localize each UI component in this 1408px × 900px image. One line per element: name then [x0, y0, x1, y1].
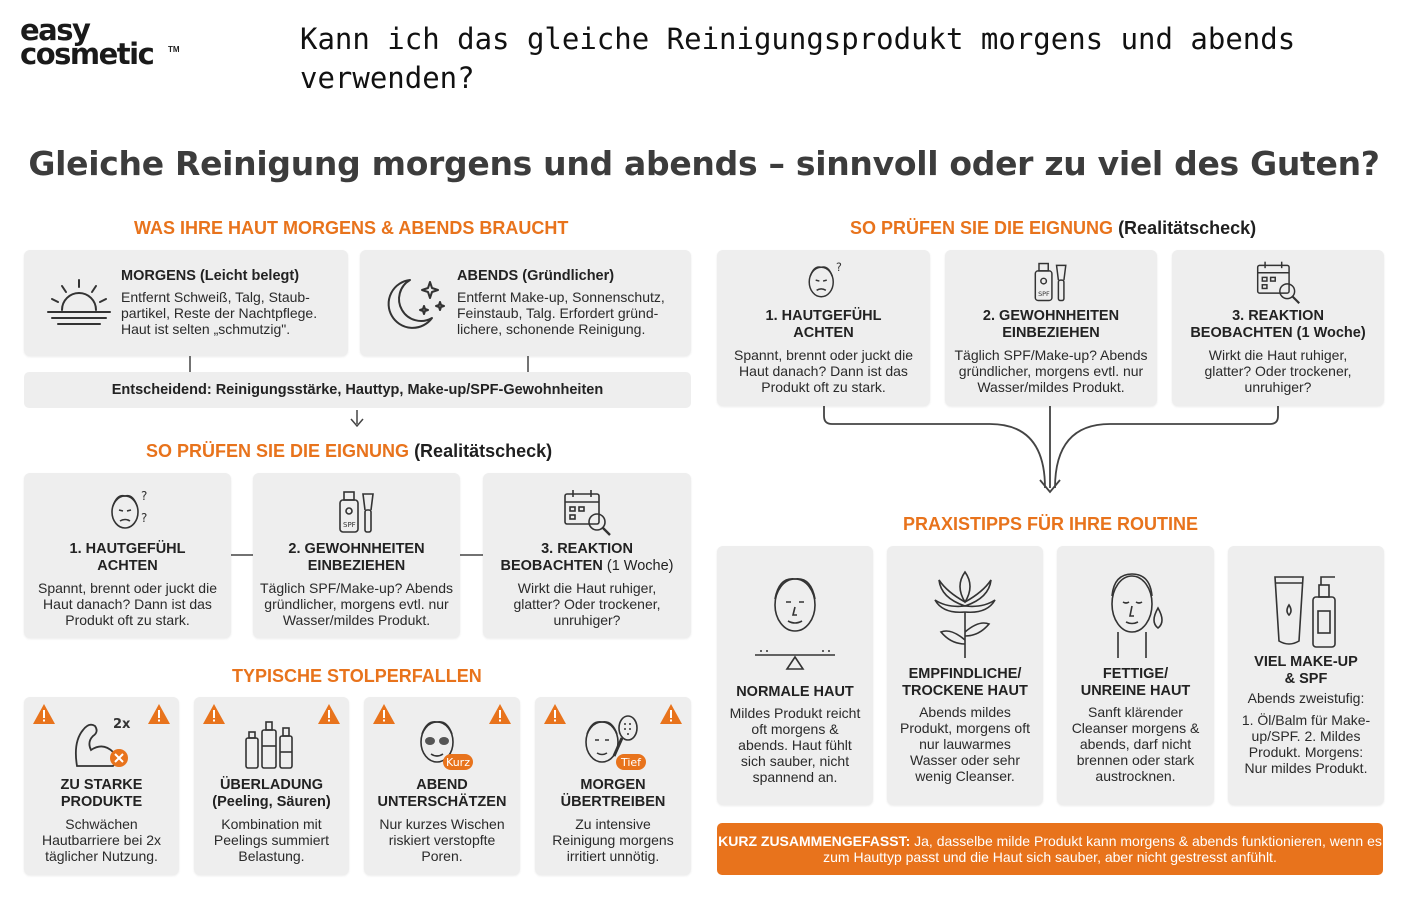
check-left-1-body: Spannt, brennt oder juckt die Haut danach? Dann ist das Produkt oft zu stark.	[37, 580, 217, 628]
summary-lead: KURZ ZUSAMMENGEFASST:	[718, 833, 911, 849]
evening-body: Entfernt Make-up, Sonnenschutz, Feinstaub, Talg. Erfordert gründ-lichere, schonende Reinigung.	[457, 289, 665, 337]
morning-title: MORGENS (Leicht belegt)	[121, 268, 300, 284]
check-left-3-title2-line	[483, 558, 691, 575]
pitfall-1-title2: PRODUKTE	[60, 794, 143, 810]
evening-card	[360, 250, 691, 356]
check-card-right-3	[1172, 250, 1384, 406]
svg-text:?: ?	[140, 489, 147, 503]
svg-text:?: ?	[140, 511, 147, 525]
needs-heading: WAS IHRE HAUT MORGENS & ABENDS BRAUCHT	[134, 218, 569, 238]
pitfall-card-3	[364, 697, 520, 875]
pitfall-2-body: Kombination mit Peelings summiert Belastung.	[213, 816, 330, 864]
sunrise-icon	[44, 272, 114, 332]
warning-icon	[659, 703, 683, 725]
check-card-right-1	[717, 250, 930, 406]
check-right-1-title2: ACHTEN	[793, 325, 854, 341]
pitfall-3-title1: ABEND	[416, 777, 468, 793]
arm-x-icon	[69, 712, 135, 772]
summary-banner	[717, 823, 1383, 875]
check-left-2-title2: EINBEZIEHEN	[307, 558, 406, 574]
pitfall-1-body: Schwächen Hautbarriere bei 2x täglicher Nutzung.	[41, 816, 162, 864]
check-right-3-title1: 3. REAKTION	[1232, 308, 1324, 324]
pitfall-4-title1: MORGEN	[580, 777, 646, 793]
check-left-1-title2: ACHTEN	[97, 558, 158, 574]
pitfall-card-1	[24, 697, 179, 875]
pitfall-1-title1: ZU STARKE	[60, 777, 143, 793]
tip-1-title1: NORMALE HAUT	[736, 684, 854, 700]
spf-brush-icon	[1026, 258, 1076, 306]
spf-brush-icon	[332, 486, 382, 538]
tip-card-4	[1228, 546, 1384, 805]
check-card-left-1	[24, 473, 231, 638]
morning-body: Entfernt Schweiß, Talg, Staub-partikel, Reste der Nachtpflege. Haut ist selten „schmutzig".	[121, 289, 318, 337]
pitfalls-heading: TYPISCHE STOLPERFALLEN	[232, 666, 482, 686]
summary-text: Ja, dasselbe milde Produkt kann morgens & abends funktionieren, wenn es zum Hauttyp passt und die Haut sich sauber, aber nicht gestresst anfühlt.	[823, 833, 1382, 865]
warning-icon	[202, 703, 226, 725]
check-right-3-title2-line	[1172, 325, 1384, 342]
svg-text:SPF: SPF	[342, 521, 356, 529]
check-right-2-title1: 2. GEWOHNHEITEN	[982, 308, 1120, 324]
check-right-1-body: Spannt, brennt oder juckt die Haut danach? Dann ist das Produkt oft zu stark.	[733, 347, 913, 395]
face-question-icon	[103, 486, 153, 538]
check-left-1-title1: 1. HAUTGEFÜHL	[69, 541, 186, 557]
warning-icon	[317, 703, 341, 725]
brand-line2: cosmetic	[20, 37, 154, 71]
check-heading-left-main: SO PRÜFEN SIE DIE EIGNUNG	[146, 441, 410, 461]
check-left-3-title2-suffix: (1 Woche)	[606, 558, 674, 574]
face-balance-icon	[753, 565, 837, 675]
pitfall-card-4	[535, 697, 691, 875]
tip-3-body: Sanft klärender Cleanser morgens & abends, darf nicht brennen oder stark austrocknen.	[1071, 704, 1200, 784]
check-left-2-title1: 2. GEWOHNHEITEN	[288, 541, 425, 557]
pitfall-2-title2: (Peeling, Säuren)	[212, 794, 331, 810]
check-card-left-2	[253, 473, 460, 638]
calendar-magnifier-icon	[1252, 258, 1304, 306]
warning-icon	[32, 703, 56, 725]
tip-2-body: Abends mildes Produkt, morgens oft nur lauwarmes Wasser oder sehr wenig Cleanser.	[900, 704, 1030, 784]
moon-stars-icon	[380, 272, 450, 332]
flower-icon	[927, 562, 1003, 662]
tube-pump-icon	[1269, 571, 1343, 651]
tip-4-body: 1. Öl/Balm für Make-up/SPF. 2. Mildes Produkt. Morgens: Nur mildes Produkt.	[1241, 712, 1371, 776]
tip-card-1	[717, 546, 873, 805]
check-heading-left-suffix: (Realitätscheck)	[414, 441, 553, 461]
warning-icon	[147, 703, 171, 725]
check-heading-right	[850, 218, 1256, 239]
brand-logo	[20, 13, 190, 71]
infographic-title: Gleiche Reinigung morgens und abends – sinnvoll oder zu viel des Guten?	[28, 144, 1380, 183]
warning-icon	[372, 703, 396, 725]
face-drop-icon	[1096, 562, 1176, 662]
check-left-3-body: Wirkt die Haut ruhiger, glatter? Oder trockener, unruhiger?	[513, 580, 661, 628]
morning-card	[24, 250, 348, 356]
check-heading-right-main: SO PRÜFEN SIE DIE EIGNUNG	[850, 218, 1114, 238]
svg-text:SPF: SPF	[1038, 289, 1050, 298]
pitfall-card-2	[194, 697, 349, 875]
check-right-3-body: Wirkt die Haut ruhiger, glatter? Oder trockener, unruhiger?	[1204, 347, 1352, 395]
face-makeup-icon	[409, 712, 475, 772]
tip-card-2	[887, 546, 1043, 805]
badge-tief: Tief	[620, 756, 642, 769]
decisive-bar: Entscheidend: Reinigungsstärke, Hauttyp, Make-up/SPF-Gewohnheiten	[24, 372, 691, 408]
warning-icon	[543, 703, 567, 725]
pitfall-4-body: Zu intensive Reinigung morgens irritiert unnötig.	[552, 816, 674, 864]
pitfall-3-title2: UNTERSCHÄTZEN	[377, 794, 507, 810]
badge-kurz: Kurz	[446, 756, 470, 769]
check-right-3-title2-suffix: (1 Woche)	[1296, 325, 1366, 341]
arm-badge-label: 2x	[112, 717, 130, 732]
tip-3-title2: UNREINE HAUT	[1080, 683, 1191, 699]
brand-trademark: TM	[168, 45, 180, 54]
pitfall-3-body: Nur kurzes Wischen riskiert verstopfte Poren.	[379, 816, 505, 864]
check-left-3-title1: 3. REAKTION	[541, 541, 633, 557]
check-left-2-body: Täglich SPF/Make-up? Abends gründlicher, morgens evtl. nur Wasser/mildes Produkt.	[260, 580, 453, 628]
tip-4-title1: VIEL MAKE-UP	[1254, 654, 1358, 670]
svg-text:?: ?	[835, 260, 842, 274]
bottles-icon	[242, 712, 302, 772]
pitfall-2-title1: ÜBERLADUNG	[219, 777, 324, 793]
calendar-magnifier-icon	[561, 486, 613, 538]
face-question-icon	[799, 258, 849, 306]
check-card-left-3	[483, 473, 691, 638]
face-brush-icon	[578, 712, 648, 772]
tips-heading: PRAXISTIPPS FÜR IHRE ROUTINE	[903, 514, 1199, 534]
tip-2-title1: EMPFINDLICHE/	[908, 666, 1022, 682]
check-left-3-title2: BEOBACHTEN	[500, 558, 603, 574]
brand-line1: easy	[20, 13, 90, 47]
page-question: Kann ich das gleiche Reinigungsprodukt morgens und abends verwenden?	[300, 22, 1296, 95]
check-right-3-title2: BEOBACHTEN	[1190, 325, 1293, 341]
check-right-2-body: Täglich SPF/Make-up? Abends gründlicher, morgens evtl. nur Wasser/mildes Produkt.	[954, 347, 1148, 395]
tip-1-body: Mildes Produkt reicht oft morgens & abends. Haut fühlt sich sauber, nicht spannend an.	[729, 705, 861, 785]
check-heading-right-suffix: (Realitätscheck)	[1118, 218, 1257, 238]
tip-2-title2: TROCKENE HAUT	[902, 683, 1028, 699]
tip-4-title2: & SPF	[1284, 671, 1328, 687]
tip-4-subtitle: Abends zweistufig:	[1247, 690, 1365, 706]
tip-3-title1: FETTIGE/	[1102, 666, 1169, 682]
check-card-right-2	[945, 250, 1157, 406]
check-right-1-title1: 1. HAUTGEFÜHL	[765, 308, 882, 324]
pitfall-4-title2: ÜBERTREIBEN	[560, 794, 666, 810]
warning-icon	[488, 703, 512, 725]
check-heading-left	[146, 441, 552, 462]
check-right-2-title2: EINBEZIEHEN	[1002, 325, 1100, 341]
tip-card-3	[1057, 546, 1214, 805]
evening-title: ABENDS (Gründlicher)	[457, 268, 615, 284]
